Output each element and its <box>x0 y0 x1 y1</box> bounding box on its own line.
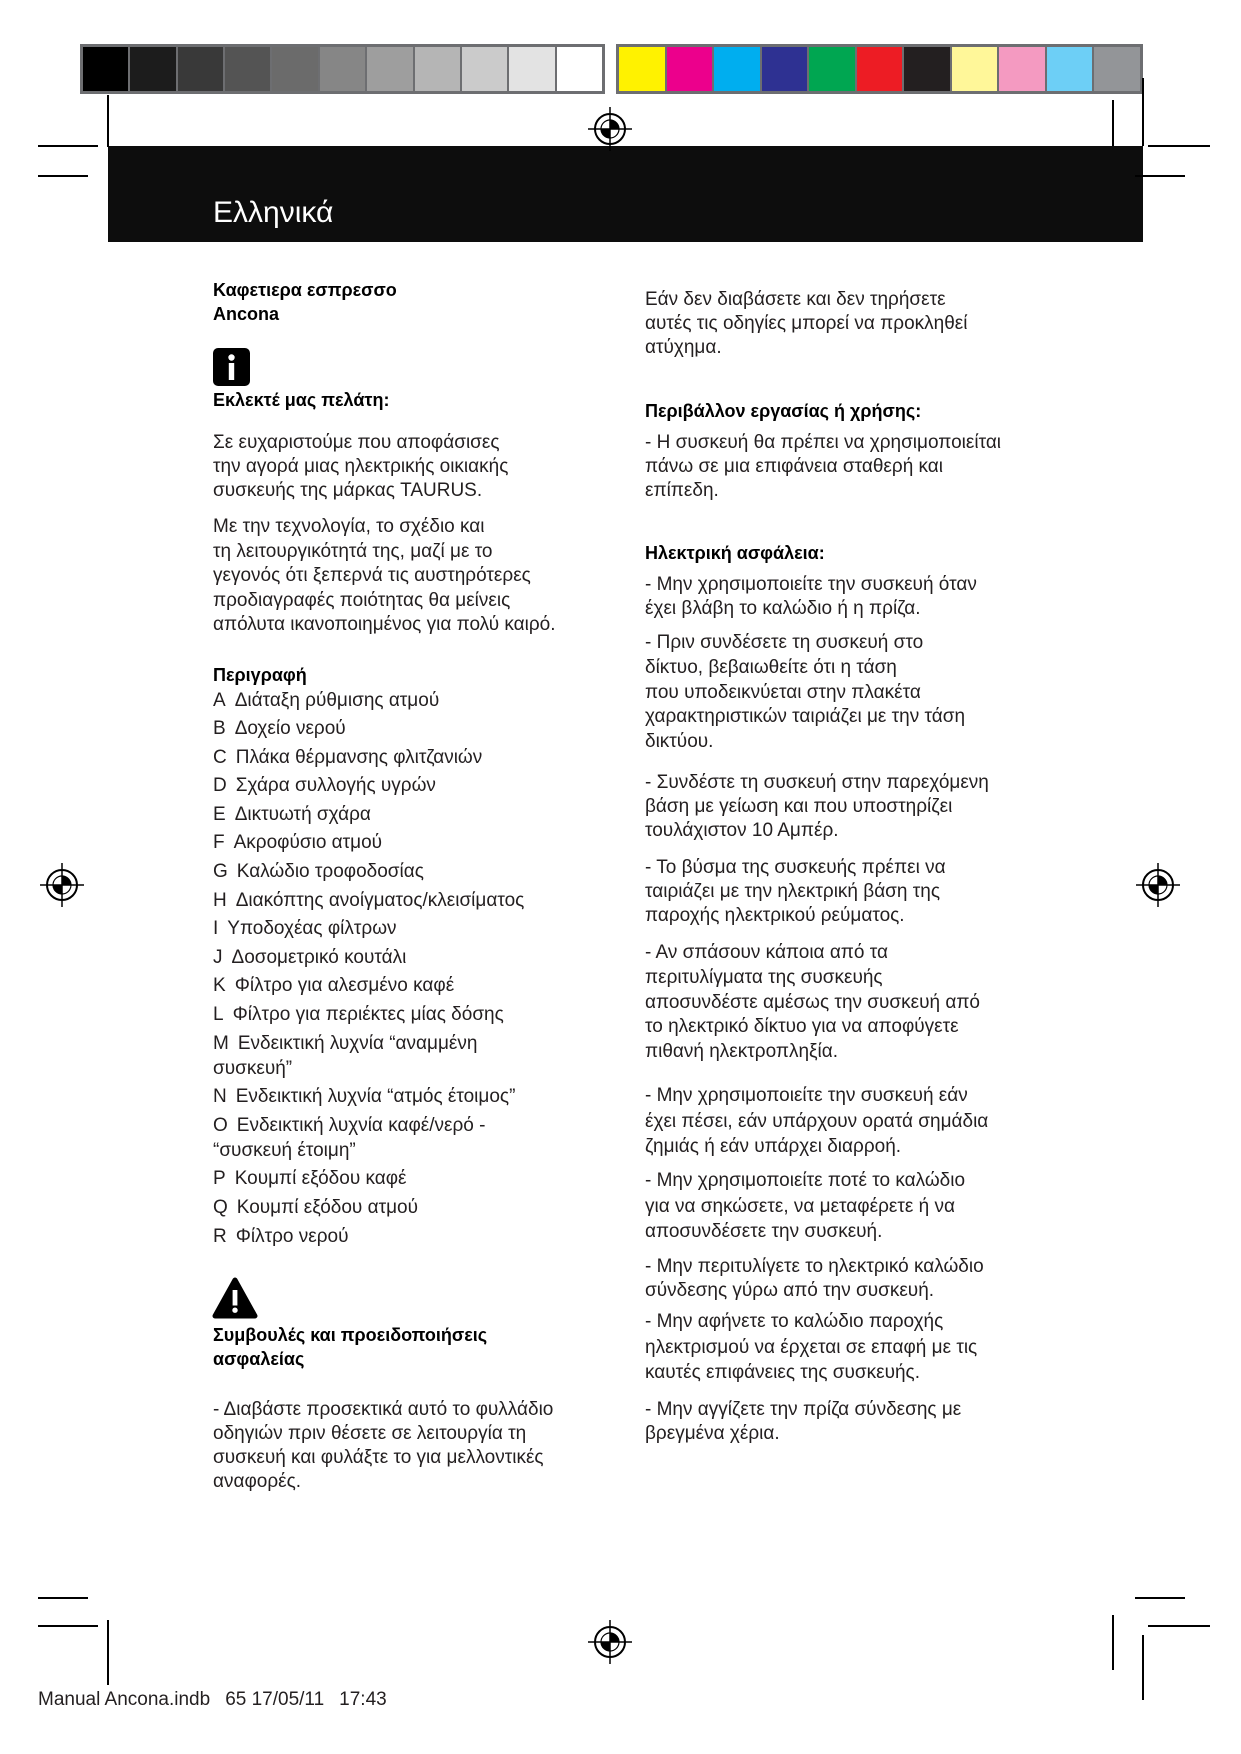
environment-heading: Περιβάλλον εργασίας ή χρήσης: <box>645 401 922 421</box>
part-item <box>213 973 524 998</box>
part-letter: R <box>213 1225 227 1247</box>
paragraph-line: Με την τεχνολογία, το σχέδιο και <box>213 516 485 537</box>
gray-swatch <box>130 47 175 91</box>
part-letter: M <box>213 1032 229 1054</box>
paragraph-line: αναφορές. <box>213 1471 302 1492</box>
part-item <box>213 1224 524 1249</box>
part-line <box>213 1031 524 1056</box>
paragraph-line: ζημιάς ή εάν υπάρχει διαρροή. <box>645 1136 902 1157</box>
part-label: Ενδεικτική λυχνία καφέ/νερό - <box>236 1114 486 1136</box>
part-label: Καλώδιο τροφοδοσίας <box>236 861 424 883</box>
color-calibration-bar <box>616 44 1143 94</box>
paragraph-line: πάνω σε μια επιφάνεια σταθερή και <box>645 456 944 477</box>
part-line <box>213 1113 524 1138</box>
paragraph-line: πιθανή ηλεκτροπληξία. <box>645 1041 839 1062</box>
part-letter: I <box>213 918 219 940</box>
part-item <box>213 1031 524 1081</box>
color-swatch <box>999 47 1045 91</box>
part-line <box>213 1138 524 1163</box>
electrical-safety-item <box>645 771 989 843</box>
safety-heading-line: Συμβουλές και προειδοποιήσεις <box>213 1325 488 1345</box>
part-label: Σχάρα συλλογής υγρών <box>235 775 436 797</box>
paragraph-line: χαρακτηριστικών ταιριάζει με την τάση <box>645 706 966 728</box>
paragraph-line: αυτές τις οδηγίες μπορεί να προκληθεί <box>645 313 968 334</box>
part-label: Κουμπί εξόδου καφέ <box>234 1168 407 1190</box>
electrical-safety-heading: Ηλεκτρική ασφάλεια: <box>645 543 825 563</box>
paragraph-line: - Μην χρησιμοποιείτε την συσκευή εάν <box>645 1085 968 1106</box>
part-item <box>213 745 524 770</box>
paragraph-line: - Το βύσμα της συσκευής πρέπει να <box>645 857 946 878</box>
part-letter: P <box>213 1168 226 1190</box>
electrical-safety-item <box>645 1083 988 1160</box>
part-letter: H <box>213 889 227 911</box>
part-letter: K <box>213 975 226 997</box>
paragraph-line: αποσυνδέσετε την συσκευή. <box>645 1221 883 1242</box>
part-line <box>213 1166 524 1191</box>
paragraph-line: συσκευή και φυλάξτε το για μελλοντικές <box>213 1447 544 1468</box>
paragraph-line: το ηλεκτρικό δίκτυο για να αποφύγετε <box>645 1016 959 1038</box>
gray-swatch <box>557 47 602 91</box>
part-letter: G <box>213 861 228 883</box>
crop-mark <box>1148 145 1210 147</box>
paragraph-line: βάση με γείωση και που υποστηρίζει <box>645 796 953 817</box>
part-line <box>213 973 524 998</box>
crop-mark <box>38 175 88 177</box>
part-item <box>213 916 524 941</box>
paragraph-line: - Μην χρησιμοποιείτε ποτέ το καλώδιο <box>645 1170 966 1191</box>
paragraph-line: - Μην αφήνετε το καλώδιο παροχής <box>645 1311 944 1332</box>
part-item <box>213 773 524 798</box>
part-label: Δοχείο νερού <box>234 718 346 740</box>
electrical-safety-item <box>645 1309 977 1386</box>
part-item <box>213 1195 524 1220</box>
part-line <box>213 859 524 884</box>
crop-mark <box>1142 78 1144 146</box>
part-letter: C <box>213 746 227 768</box>
part-item <box>213 802 524 827</box>
part-letter: N <box>213 1086 227 1108</box>
gray-swatch <box>178 47 223 91</box>
part-line <box>213 1002 524 1027</box>
paragraph-line: σύνδεσης γύρω από την συσκευή. <box>645 1280 935 1301</box>
paragraph-line: απόλυτα ικανοποιημένος για πολύ καιρό. <box>213 614 556 635</box>
slug-time: 17:43 <box>339 1689 387 1710</box>
greeting-heading: Εκλεκτέ μας πελάτη: <box>213 390 390 410</box>
product-title-line: Ancona <box>213 304 280 324</box>
color-swatch <box>667 47 713 91</box>
part-label: Κουμπί εξόδου ατμού <box>236 1197 418 1218</box>
paragraph-line: προδιαγραφές ποιότητας θα μείνεις <box>213 589 511 611</box>
grayscale-calibration-bar <box>80 44 605 94</box>
part-letter: E <box>213 803 226 825</box>
crop-mark <box>38 1597 88 1599</box>
registration-mark-icon <box>588 1620 632 1664</box>
color-swatch <box>1094 47 1140 91</box>
paragraph-line: Εάν δεν διαβάσετε και δεν τηρήσετε <box>645 289 946 310</box>
part-letter: D <box>213 775 227 797</box>
color-swatch <box>762 47 808 91</box>
paragraph-line: γεγονός ότι ξεπερνά τις αυστηρότερες <box>213 565 531 586</box>
crop-mark <box>1112 100 1114 146</box>
warning-intro <box>645 288 968 360</box>
safety-heading <box>213 1323 487 1371</box>
part-label: Φίλτρο για αλεσμένο καφέ <box>234 975 455 997</box>
part-letter: A <box>213 689 226 711</box>
part-line <box>213 1195 524 1220</box>
part-label: συσκευή” <box>213 1057 293 1079</box>
part-letter: L <box>213 1004 224 1026</box>
electrical-safety-item <box>645 1398 961 1446</box>
paragraph-line: δίκτυο, βεβαιωθείτε ότι η τάση <box>645 656 897 678</box>
registration-mark-icon <box>1136 863 1180 907</box>
part-line <box>213 773 524 798</box>
paragraph-line: που υποδεικνύεται στην πλακέτα <box>645 681 921 703</box>
color-swatch <box>952 47 998 91</box>
part-label: Διακόπτης ανοίγματος/κλεισίματος <box>235 889 525 911</box>
safety-heading-line: ασφαλείας <box>213 1349 305 1369</box>
paragraph-line: έχει βλάβη το καλώδιο ή η πρίζα. <box>645 598 921 619</box>
part-label: Δοσομετρικό κουτάλι <box>231 946 407 968</box>
part-item <box>213 888 524 913</box>
part-item <box>213 716 524 741</box>
part-item <box>213 1002 524 1027</box>
part-label: Φίλτρο νερού <box>235 1225 349 1247</box>
paragraph-line: την αγορά μιας ηλεκτρικής οικιακής <box>213 456 509 477</box>
product-title <box>213 278 397 326</box>
paragraph-line: παροχής ηλεκτρικού ρεύματος. <box>645 905 905 926</box>
paragraph-line: δικτύου. <box>645 731 714 752</box>
registration-mark-icon <box>40 863 84 907</box>
part-line <box>213 830 524 855</box>
color-swatch <box>619 47 665 91</box>
safety-intro <box>213 1398 553 1494</box>
part-line <box>213 888 524 913</box>
paragraph-line: περιτυλίγματα της συσκευής <box>645 966 883 988</box>
part-label: Ακροφύσιο ατμού <box>233 832 383 854</box>
part-item <box>213 1084 524 1109</box>
gray-swatch <box>415 47 460 91</box>
electrical-safety-item <box>645 573 977 621</box>
crop-mark <box>1135 1597 1185 1599</box>
color-swatch <box>857 47 903 91</box>
electrical-safety-item <box>645 631 965 755</box>
paragraph-line: Σε ευχαριστούμε που αποφάσισες <box>213 432 500 453</box>
color-swatch <box>904 47 950 91</box>
environment-text <box>645 431 1001 503</box>
crop-mark <box>1142 1635 1144 1700</box>
electrical-safety-item <box>645 856 946 928</box>
part-label: Δικτυωτή σχάρα <box>234 803 371 825</box>
paragraph-line: τουλάχιστον 10 Αμπέρ. <box>645 820 839 841</box>
paragraph-line: - Μην χρησιμοποιείτε την συσκευή όταν <box>645 574 977 595</box>
gray-swatch <box>509 47 554 91</box>
paragraph-line: ταιριάζει με την ηλεκτρική βάση της <box>645 881 940 902</box>
part-label: Φίλτρο για περιέκτες μίας δόσης <box>232 1004 504 1026</box>
part-label: Υποδοχέας φίλτρων <box>227 918 397 940</box>
crop-mark <box>1148 1625 1210 1627</box>
part-line <box>213 716 524 741</box>
part-line <box>213 802 524 827</box>
crop-mark <box>107 1620 109 1685</box>
paragraph-line: για να σηκώσετε, να μεταφέρετε ή να <box>645 1195 955 1217</box>
part-label: Ενδεικτική λυχνία “ατμός έτοιμος” <box>235 1086 516 1108</box>
color-swatch <box>714 47 760 91</box>
part-line <box>213 1224 524 1249</box>
part-line <box>213 1056 524 1081</box>
electrical-safety-item <box>645 941 980 1065</box>
gray-swatch <box>367 47 412 91</box>
part-label: Πλάκα θέρμανσης φλιτζανιών <box>235 746 483 768</box>
part-label: “συσκευή έτοιμη” <box>213 1139 356 1161</box>
electrical-safety-item <box>645 1168 965 1245</box>
part-letter: F <box>213 832 225 854</box>
paragraph-line: συσκευής της μάρκας TAURUS. <box>213 480 483 501</box>
color-swatch <box>809 47 855 91</box>
part-item <box>213 945 524 970</box>
part-item <box>213 1166 524 1191</box>
part-item <box>213 688 524 713</box>
paragraph-line: - Διαβάστε προσεκτικά αυτό το φυλλάδιο <box>213 1399 554 1420</box>
paragraph-line: αποσυνδέστε αμέσως την συσκευή από <box>645 991 980 1013</box>
info-icon <box>213 348 250 386</box>
slug-page-date: 65 17/05/11 <box>225 1689 325 1710</box>
greeting-paragraph-1 <box>213 431 508 503</box>
paragraph-line: - Μην αγγίζετε την πρίζα σύνδεσης με <box>645 1399 962 1420</box>
language-title: Ελληνικά <box>213 196 334 229</box>
paragraph-line: - Συνδέστε τη συσκευή στην παρεχόμενη <box>645 772 989 793</box>
part-line <box>213 1084 524 1109</box>
gray-swatch <box>225 47 270 91</box>
part-letter: B <box>213 718 226 740</box>
gray-swatch <box>462 47 507 91</box>
part-label: Ενδεικτική λυχνία “αναμμένη <box>237 1032 478 1054</box>
crop-mark <box>38 1625 98 1627</box>
language-header-bar <box>108 146 1143 242</box>
part-letter: Q <box>213 1197 228 1218</box>
print-slug <box>38 1688 387 1712</box>
part-line <box>213 945 524 970</box>
paragraph-line: - Η συσκευή θα πρέπει να χρησιμοποιείται <box>645 432 1002 453</box>
greeting-paragraph-2 <box>213 515 556 638</box>
registration-mark-icon <box>588 107 632 151</box>
part-item <box>213 859 524 884</box>
part-letter: J <box>213 946 223 968</box>
paragraph-line: - Πριν συνδέσετε τη συσκευή στο <box>645 632 924 653</box>
paragraph-line: ατύχημα. <box>645 337 722 358</box>
part-line <box>213 916 524 941</box>
part-line <box>213 688 524 713</box>
slug-filename: Manual Ancona.indb <box>38 1689 211 1710</box>
parts-list <box>213 688 524 1253</box>
part-label: Διάταξη ρύθμισης ατμού <box>234 689 440 711</box>
paragraph-line: - Αν σπάσουν κάποια από τα <box>645 942 888 963</box>
crop-mark <box>1135 175 1185 177</box>
paragraph-line: ηλεκτρισμού να έρχεται σε επαφή με τις <box>645 1336 978 1358</box>
description-heading: Περιγραφή <box>213 665 307 685</box>
paragraph-line: καυτές επιφάνειες της συσκευής. <box>645 1362 920 1383</box>
paragraph-line: βρεγμένα χέρια. <box>645 1423 780 1444</box>
gray-swatch <box>83 47 128 91</box>
product-title-line: Καφετιερα εσπρεσσο <box>213 280 397 300</box>
part-item <box>213 830 524 855</box>
paragraph-line: οδηγιών πριν θέσετε σε λειτουργία τη <box>213 1423 527 1444</box>
crop-mark <box>107 95 109 147</box>
paragraph-line: επίπεδη. <box>645 480 719 501</box>
paragraph-line: - Μην περιτυλίγετε το ηλεκτρικό καλώδιο <box>645 1256 984 1277</box>
gray-swatch <box>320 47 365 91</box>
color-swatch <box>1047 47 1093 91</box>
electrical-safety-item <box>645 1255 984 1303</box>
gray-swatch <box>272 47 317 91</box>
paragraph-line: τη λειτουργικότητά της, μαζί με το <box>213 540 493 562</box>
warning-icon <box>212 1277 258 1319</box>
crop-mark <box>1112 1615 1114 1670</box>
crop-mark <box>38 145 98 147</box>
part-line <box>213 745 524 770</box>
part-letter: O <box>213 1114 228 1136</box>
paragraph-line: έχει πέσει, εάν υπάρχουν ορατά σημάδια <box>645 1110 989 1132</box>
part-item <box>213 1113 524 1163</box>
